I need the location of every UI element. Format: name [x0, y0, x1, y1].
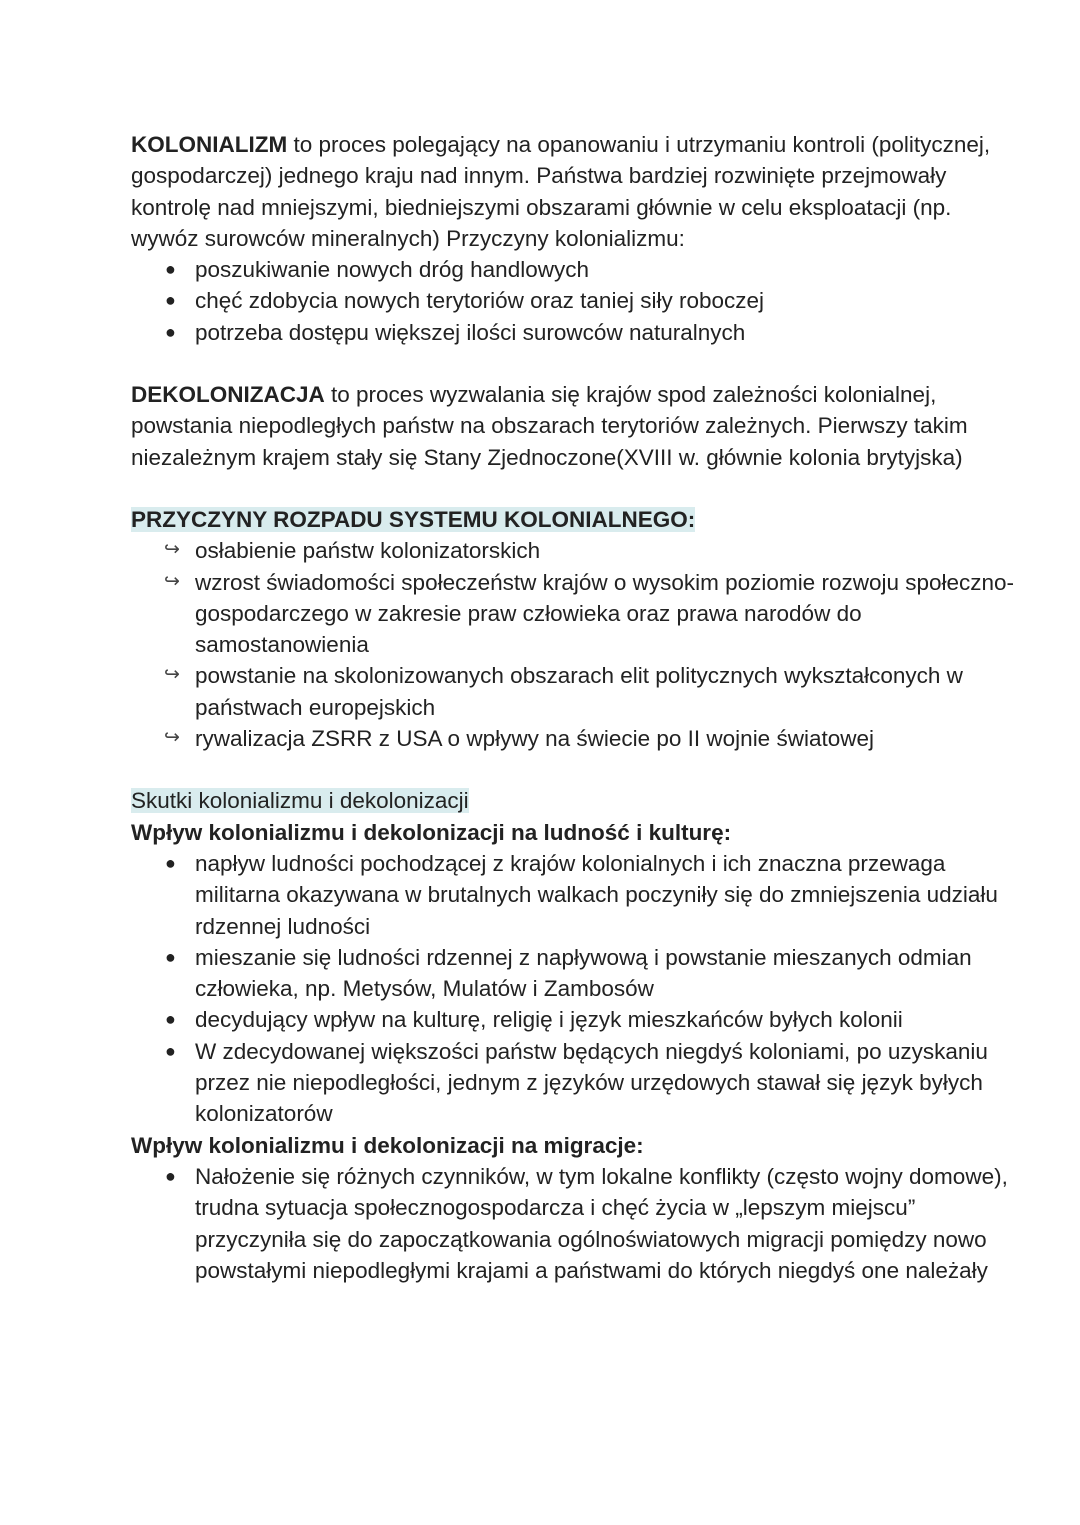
- bullet-icon: ●: [165, 1009, 176, 1030]
- list-item: ● W zdecydowanej większości państw będących niegdyś koloniami, po uzyskaniu przez nie niepodległości, jednym z języków urzędowych stawał się język byłych kolonizatorów: [131, 1036, 1020, 1130]
- skutki-title-line: [131, 785, 1020, 816]
- arrow-icon: ↪: [164, 664, 180, 686]
- list-item: ● Nałożenie się różnych czynników, w tym lokalne konflikty (często wojny domowe), trudna sytuacja społecznogospodarcza i chęć życia w „lepszym miejscu” przyczyniła się do zapoczątkowania ogólnoświatowych migracji pomiędzy nowo powstałymi niepodległymi krajami a państwami do których niegdyś one należały: [131, 1161, 1020, 1286]
- arrow-icon: ↪: [164, 727, 180, 749]
- list-item: ● potrzeba dostępu większej ilości surowców naturalnych: [131, 317, 1020, 348]
- kolonializm-causes-list: [131, 254, 1020, 348]
- bullet-icon: ●: [165, 852, 176, 873]
- kolonializm-paragraph: [131, 129, 1020, 254]
- bullet-icon: ●: [165, 259, 176, 280]
- list-item: ↪ powstanie na skolonizowanych obszarach elit politycznych wykształconych w państwach europejskich: [131, 660, 1020, 723]
- przyczyny-list: [131, 535, 1020, 754]
- dekolonizacja-term: DEKOLONIZACJA: [131, 382, 325, 408]
- list-item: ● decydujący wpływ na kulturę, religię i język mieszkańców byłych kolonii: [131, 1004, 1020, 1035]
- migracje-heading: Wpływ kolonializmu i dekolonizacji na migracje:: [131, 1132, 644, 1158]
- list-item: ↪ osłabienie państw kolonizatorskich: [131, 535, 1020, 566]
- list-item: ● napływ ludności pochodzącej z krajów kolonialnych i ich znaczna przewaga militarna okazywana w brutalnych walkach poczyniły się do zmniejszenia udziału rdzennej ludności: [131, 848, 1020, 942]
- list-item: ↪ wzrost świadomości społeczeństw krajów o wysokim poziomie rozwoju społeczno-gospodarczego w zakresie praw człowieka oraz prawa narodów do samostanowienia: [131, 567, 1020, 661]
- list-item: ↪ rywalizacja ZSRR z USA o wpływy na świecie po II wojnie światowej: [131, 723, 1020, 754]
- arrow-icon: ↪: [164, 570, 180, 592]
- bullet-icon: ●: [165, 1165, 176, 1186]
- bullet-icon: ●: [165, 1040, 176, 1061]
- przyczyny-heading-line: [131, 504, 1020, 535]
- skutki-title: Skutki kolonializmu i dekolonizacji: [131, 788, 469, 814]
- dekolonizacja-paragraph: [131, 379, 1020, 473]
- arrow-icon: ↪: [164, 539, 180, 561]
- migracje-list: [131, 1161, 1020, 1286]
- list-item: ● mieszanie się ludności rdzennej z napływową i powstanie mieszanych odmian człowieka, np. Metysów, Mulatów i Zambosów: [131, 942, 1020, 1005]
- list-item: ● chęć zdobycia nowych terytoriów oraz taniej siły roboczej: [131, 285, 1020, 316]
- dekolonizacja-definition: to proces wyzwalania się krajów spod zależności kolonialnej, powstania niepodległych państw na obszarach terytoriów zależnych. Pierwszy takim niezależnym krajem stały się Stany Zjednoczone(XVIII w. głównie kolonia brytyjska): [131, 382, 968, 470]
- ludnosc-list: [131, 848, 1020, 1130]
- bullet-icon: ●: [165, 290, 176, 311]
- kolonializm-definition: to proces polegający na opanowaniu i utrzymaniu kontroli (politycznej, gospodarczej) jednego kraju nad innym. Państwa bardziej rozwinięte przejmowały kontrolę nad mniejszymi, biedniejszymi obszarami głównie w celu eksploatacji (np. wywóz surowców mineralnych) Przyczyny kolonializmu:: [131, 132, 991, 251]
- ludnosc-heading: Wpływ kolonializmu i dekolonizacji na ludność i kulturę:: [131, 819, 732, 845]
- przyczyny-heading: PRZYCZYNY ROZPADU SYSTEMU KOLONIALNEGO:: [131, 506, 696, 532]
- bullet-icon: ●: [165, 946, 176, 967]
- bullet-icon: ●: [165, 321, 176, 342]
- kolonializm-term: KOLONIALIZM: [131, 132, 288, 157]
- list-item: ● poszukiwanie nowych dróg handlowych: [131, 254, 1020, 285]
